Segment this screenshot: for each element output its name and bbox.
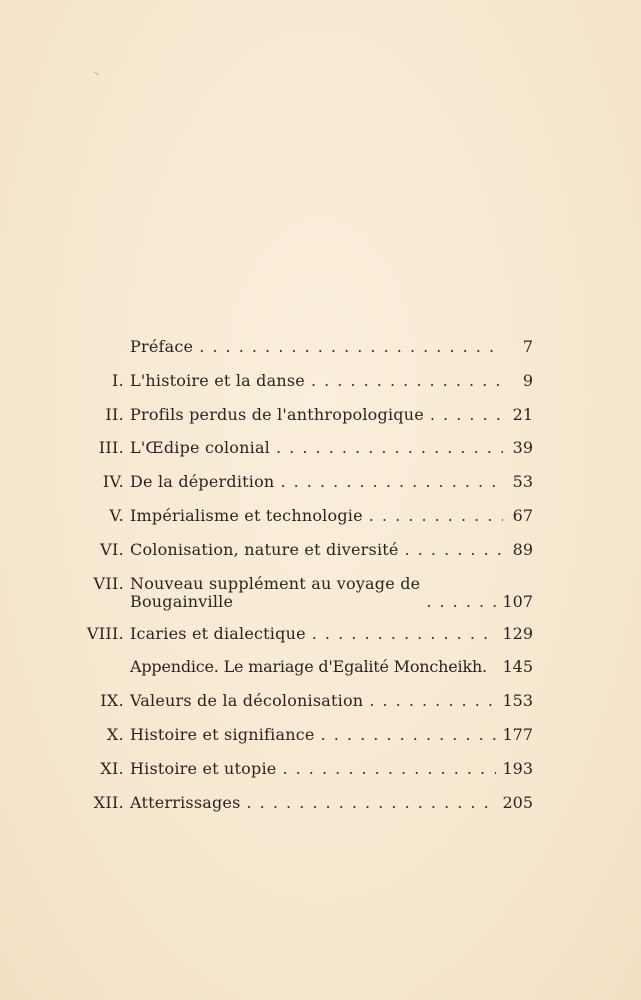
toc-entry-title: L'histoire et la danse — [130, 371, 305, 390]
toc-entry-page: 67 — [512, 505, 533, 525]
toc-entry-number: VIII. — [86, 623, 124, 643]
toc-entry-title: Atterrissages — [130, 793, 241, 812]
toc-entry-number: XII. — [93, 792, 124, 812]
toc-entry-10 — [78, 726, 533, 744]
toc-entry-number: X. — [106, 724, 124, 744]
toc-entry-title: Impérialisme et technologie — [130, 506, 363, 525]
toc-entry-3 — [78, 439, 533, 457]
toc-entry-title: De la déperdition — [130, 473, 275, 492]
toc-entry-9 — [78, 692, 533, 710]
toc-entry-page: 9 — [522, 370, 533, 390]
toc-entry-number: III. — [98, 438, 124, 458]
toc-entry-number: I. — [111, 370, 124, 390]
dot-leader — [363, 507, 503, 525]
toc-entry-page: 21 — [512, 404, 533, 424]
dot-leader — [193, 338, 503, 356]
toc-entry-page: 193 — [502, 758, 533, 778]
toc-entry-title: Préface — [130, 338, 194, 356]
toc-entry-1 — [78, 372, 533, 390]
toc-entry-page: 145 — [502, 657, 533, 677]
toc-entry-page: 205 — [502, 792, 533, 812]
toc-entry-page: 107 — [502, 591, 533, 611]
toc-entry-4 — [78, 473, 533, 491]
toc-entry-appendix — [78, 658, 533, 676]
toc-entry-number: VI. — [100, 539, 124, 559]
toc-entry-11 — [78, 760, 533, 778]
dot-leader — [274, 473, 503, 491]
toc-entry-number: XI. — [100, 758, 124, 778]
dot-leader — [424, 406, 503, 424]
toc-entry-number: IV. — [102, 472, 124, 492]
dot-leader — [363, 692, 496, 710]
toc-entry-title-line-1: Nouveau supplément au voyage de — [130, 574, 421, 593]
toc-entry-page: 7 — [522, 337, 533, 356]
dot-leader — [420, 593, 496, 611]
toc-entry-page: 177 — [502, 724, 533, 744]
toc-entry-8 — [78, 625, 533, 643]
toc-entry-6 — [78, 541, 533, 559]
toc-entry-12 — [78, 794, 533, 812]
dot-leader — [276, 760, 496, 778]
paper-speck — [94, 72, 98, 76]
toc-entry-title-line-2: Bougainville — [130, 591, 234, 611]
toc-entry-page: 153 — [502, 691, 533, 711]
toc-entry-page: 53 — [512, 472, 533, 492]
dot-leader — [306, 625, 497, 643]
toc-entry-number: V. — [109, 505, 124, 525]
dot-leader — [315, 726, 497, 744]
toc-entry-number: IX. — [100, 691, 124, 711]
toc-entry-page: 129 — [502, 623, 533, 643]
toc-entry-title: Profils perdus de l'anthropologique — [130, 405, 424, 424]
toc-entry-number: VII. — [93, 573, 124, 593]
toc-entry-5 — [78, 507, 533, 525]
dot-leader — [241, 794, 497, 812]
dot-leader — [399, 541, 503, 559]
toc-entry-title: Appendice. Le mariage d'Egalité Moncheikh. — [130, 658, 487, 677]
toc-entry-number: II. — [105, 404, 124, 424]
toc-entry-preface — [78, 338, 533, 356]
table-of-contents — [78, 338, 533, 827]
toc-entry-2 — [78, 406, 533, 424]
toc-entry-title: L'Œdipe colonial — [130, 439, 270, 458]
toc-entry-title: Histoire et utopie — [130, 759, 277, 778]
toc-entry-page: 39 — [512, 438, 533, 458]
toc-entry-title: Colonisation, nature et diversité — [130, 540, 399, 559]
toc-entry-7 — [78, 575, 533, 611]
toc-entry-title: Valeurs de la décolonisation — [130, 692, 364, 711]
toc-entry-title: Icaries et dialectique — [130, 624, 306, 643]
dot-leader — [305, 372, 503, 390]
toc-entry-page: 89 — [512, 539, 533, 559]
toc-entry-title: Histoire et signifiance — [130, 725, 315, 744]
dot-leader — [270, 439, 503, 457]
